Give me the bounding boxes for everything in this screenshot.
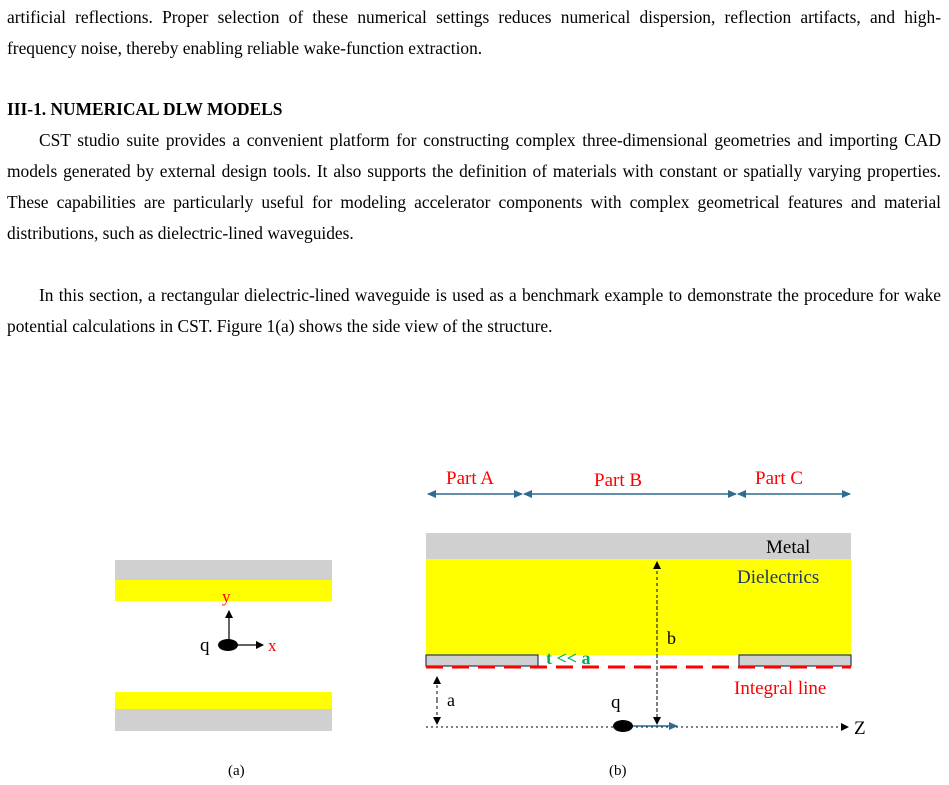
section-heading: III-1. NUMERICAL DLW MODELS <box>7 99 283 119</box>
label-z: Z <box>854 718 866 739</box>
label-a: a <box>447 690 455 710</box>
label-t-a: t << a <box>546 648 591 668</box>
label-metal: Metal <box>766 537 811 558</box>
caption-b: (b) <box>609 763 627 779</box>
label-part-a: Part A <box>446 468 495 489</box>
label-q-a: q <box>200 635 210 656</box>
caption-a: (a) <box>228 763 245 779</box>
label-part-c: Part C <box>755 468 804 489</box>
label-b: b <box>667 628 676 648</box>
charge-q-a <box>218 639 238 651</box>
thin-plate-left <box>426 655 538 666</box>
label-part-b: Part B <box>594 470 643 491</box>
panel-a <box>115 560 332 779</box>
label-y: y <box>222 587 231 606</box>
metal-top-a <box>115 560 332 580</box>
dielectric-bottom-a <box>115 692 332 709</box>
paragraph-top: artificial reflections. Proper selection of these numerical settings reduces numerical dispersion, reflection artifacts, and high-frequency noise, thereby enabling reliable wake-function extraction. <box>7 7 941 58</box>
label-integral-line: Integral line <box>734 678 827 699</box>
label-dielectrics: Dielectrics <box>737 567 820 588</box>
label-q-b: q <box>611 692 621 713</box>
paragraph-1: CST studio suite provides a convenient platform for constructing complex three-dimensional geometries and importing CAD models generated by external design tools. It also supports the definition of materials with constant or spatially varying properties. These capabilities are particularly useful for modeling accelerator components with complex geometrical features and material distributions, such as dielectric-lined waveguides. <box>7 130 941 243</box>
charge-q-b <box>613 720 633 732</box>
metal-bottom-a <box>115 709 332 731</box>
thin-plate-right <box>739 655 851 666</box>
panel-b <box>426 468 866 779</box>
label-x: x <box>268 636 277 655</box>
paragraph-2: In this section, a rectangular dielectric-lined waveguide is used as a benchmark example to demonstrate the procedure for wake potential calculations in CST. Figure 1(a) shows the side view of the structure. <box>7 285 941 336</box>
